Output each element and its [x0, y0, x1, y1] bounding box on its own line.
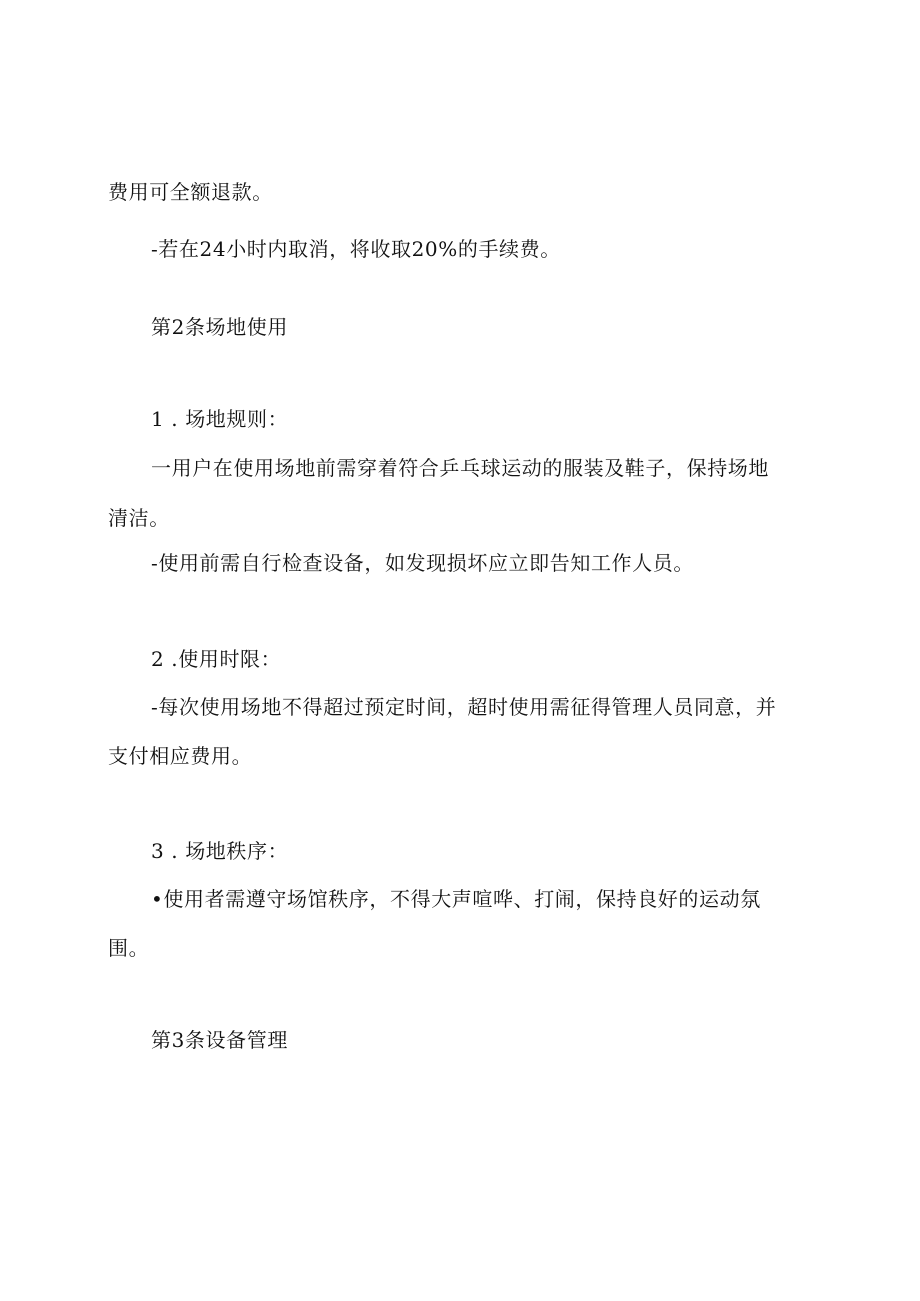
site-rules-item-1-line-2: 清洁。 [108, 506, 170, 530]
article-2-title: 第2条场地使用 [151, 315, 288, 339]
site-order-item-1-line-2: 围。 [108, 936, 150, 960]
site-rules-item-1-line-1: 一用户在使用场地前需穿着符合乒乓球运动的服装及鞋子，保持场地 [151, 456, 769, 480]
site-rules-item-2: -使用前需自行检查设备，如发现损坏应立即告知工作人员。 [151, 551, 694, 575]
site-order-item-1-line-1: •使用者需遵守场馆秩序，不得大声喧哗、打闹，保持良好的运动氛 [151, 887, 761, 911]
refund-continuation-text: 费用可全额退款。 [108, 180, 273, 204]
site-order-heading: 3 . 场地秩序： [151, 839, 289, 863]
time-limit-item-1-line-2: 支付相应费用。 [108, 744, 253, 768]
time-limit-item-1-line-1: -每次使用场地不得超过预定时间，超时使用需征得管理人员同意，并 [151, 695, 777, 719]
cancellation-fee-text: -若在24小时内取消，将收取20%的手续费。 [151, 237, 561, 261]
site-rules-heading: 1 . 场地规则： [151, 407, 289, 431]
time-limit-heading: 2 .使用时限： [151, 647, 282, 671]
article-3-title: 第3条设备管理 [151, 1028, 288, 1052]
